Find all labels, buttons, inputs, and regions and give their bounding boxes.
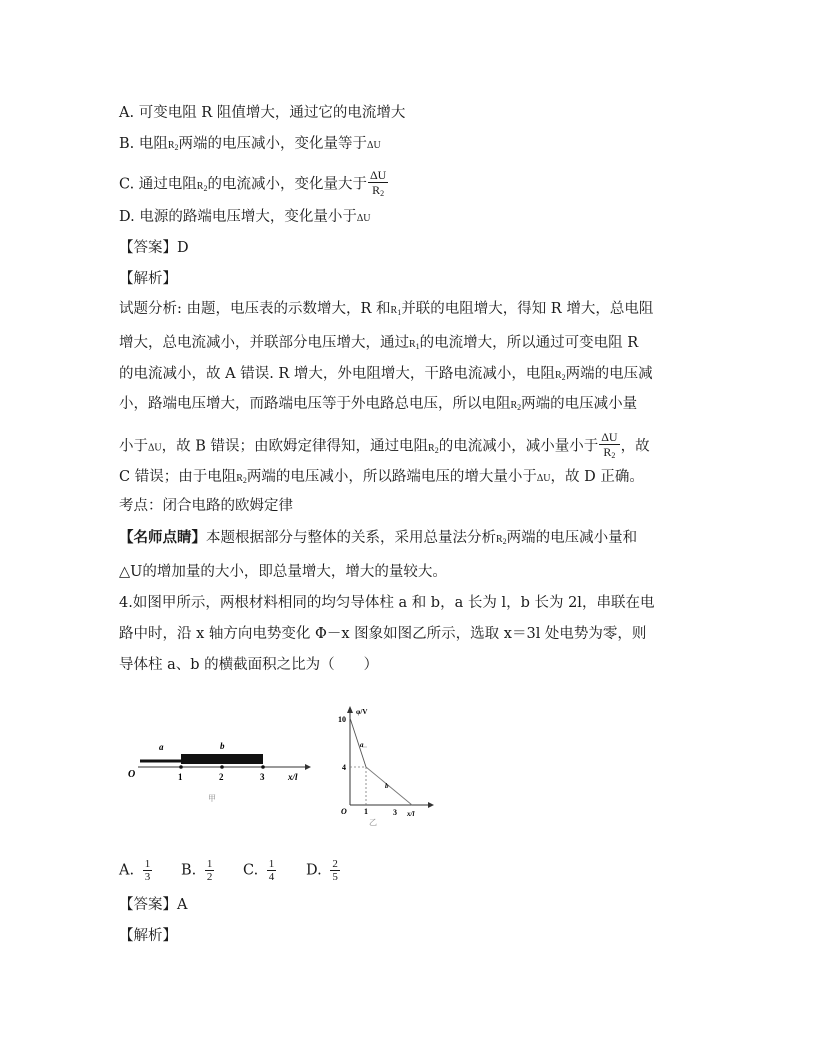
y-tick-label: 4 xyxy=(342,763,346,772)
r2-symbol: $R_2$ xyxy=(196,180,208,193)
analysis-heading: 【解析】 xyxy=(119,271,177,287)
x-tick-label: 1 xyxy=(364,807,368,816)
tick-label: 1 xyxy=(178,772,183,782)
arrow-icon xyxy=(347,706,353,713)
label-a: a xyxy=(159,742,164,752)
question-4-line-3: 导体柱 a、b 的横截面积之比为（ ） xyxy=(119,657,379,673)
answer-2 xyxy=(119,895,187,915)
r2-symbol: $R_2$ xyxy=(496,534,507,546)
option-c-text: 的电流减小，变化量大于 xyxy=(207,176,367,193)
figure-yi xyxy=(333,703,443,828)
origin-label: O xyxy=(341,807,347,816)
mingshi-line-2: △U的增加量的大小，即总量增大，增大的量较大。 xyxy=(119,564,447,580)
caption-yi: 乙 xyxy=(369,818,377,827)
tick-dot xyxy=(220,765,224,769)
du-over-r2-fraction: $\frac{\Delta U}{R_2}$ xyxy=(369,168,387,198)
option-d-text: D. 电源的路端电压增大，变化量小于 xyxy=(119,209,357,225)
choice-c: C. $\frac{1}{4}$ xyxy=(243,858,275,883)
option-b-prefix: B. 电阻 xyxy=(119,136,168,152)
label-a: a xyxy=(360,741,364,749)
r2-symbol: $R_2$ xyxy=(236,473,247,485)
segment-a xyxy=(350,718,366,767)
option-c-prefix: C. 通过电阻 xyxy=(119,176,197,193)
question-4-line-1: 4.如图甲所示，两根材料相同的均匀导体柱 a 和 b，a 长为 l，b 长为 2l，串联在电 xyxy=(119,595,655,611)
delta-u-symbol: ΔU xyxy=(536,473,551,484)
analysis-line-4: 小，路端电压增大，而路端电压等于外电路总电压，所以电阻$R_2$两端的电压减小量 xyxy=(119,396,638,412)
choice-a: A. $\frac{1}{3}$ xyxy=(119,858,151,883)
x-tick-label: 3 xyxy=(393,808,397,817)
arrow-icon xyxy=(305,764,311,770)
tick-dot xyxy=(261,765,265,769)
analysis-line-6: C 错误；由于电阻$R_2$两端的电压减小，所以路端电压的增大量小于ΔU，故 D 正确。 xyxy=(119,469,644,485)
figure-jia xyxy=(125,735,315,825)
mingshi-label: 【名师点睛】 xyxy=(119,529,206,546)
question-4-line-2: 路中时，沿 x 轴方向电势变化 Φ－x 图象如图乙所示，选取 x＝3l 处电势为零，则 xyxy=(119,626,647,642)
answer-value: D xyxy=(177,240,189,256)
tick-label: 3 xyxy=(260,772,265,782)
conductor-b xyxy=(181,754,263,764)
delta-u-triangle-symbol: △U xyxy=(119,564,143,580)
axis-label: x/l xyxy=(288,772,298,782)
delta-u-symbol: ΔU xyxy=(148,442,162,454)
du-over-r2-fraction: $\frac{\Delta U}{R_2}$ xyxy=(601,430,618,460)
r2-symbol: $R_2$ xyxy=(510,400,522,412)
analysis-2-heading: 【解析】 xyxy=(119,928,177,944)
option-a: A. 可变电阻 R 阻值增大，通过它的电流增大 xyxy=(119,105,406,121)
r1-symbol: $R_1$ xyxy=(390,305,402,317)
option-c xyxy=(119,168,389,201)
y-axis-label: φ/V xyxy=(356,708,368,716)
delta-u-symbol: ΔU xyxy=(367,140,381,151)
label-b: b xyxy=(220,741,225,751)
mingshi-line-1: 【名师点睛】本题根据部分与整体的关系，采用总量法分析$R_2$两端的电压减小量和 xyxy=(119,529,638,546)
r2-symbol: $R_2$ xyxy=(554,370,566,382)
analysis-line-3: 的电流减小，故 A 错误. R 增大，外电阻增大，干路电流减小，电阻$R_2$两端的电压减 xyxy=(119,366,653,382)
arrow-icon xyxy=(428,802,434,808)
r1-symbol: $R_1$ xyxy=(409,339,420,351)
analysis-line-2: 增大，总电流减小，并联部分电压增大，通过$R_1$的电流增大，所以通过可变电阻 R xyxy=(119,335,639,351)
tick-dot xyxy=(179,765,183,769)
x-axis-label: x/l xyxy=(407,810,415,818)
answer-label: 【答案】 xyxy=(119,897,177,913)
label-b: b xyxy=(385,782,389,790)
option-b-text: 两端的电压减小，变化量等于 xyxy=(178,136,368,152)
answer-1 xyxy=(119,238,189,258)
tick-label: 2 xyxy=(219,772,224,782)
option-b xyxy=(119,134,381,158)
segment-b xyxy=(366,767,412,805)
answer-value: A xyxy=(177,897,188,913)
y-tick-label: 10 xyxy=(338,715,346,724)
kaodian-line: 考点：闭合电路的欧姆定律 xyxy=(119,498,293,514)
delta-u-symbol: ΔU xyxy=(356,213,371,224)
choice-d: D. $\frac{2}{5}$ xyxy=(306,858,338,883)
r2-symbol: $R_2$ xyxy=(167,140,179,152)
caption-jia: 甲 xyxy=(208,794,216,803)
r2-symbol: $R_2$ xyxy=(428,442,439,455)
answer-label: 【答案】 xyxy=(119,240,177,256)
origin-label: O xyxy=(128,769,136,780)
option-d xyxy=(119,207,370,229)
choice-b: B. $\frac{1}{2}$ xyxy=(181,858,213,883)
analysis-line-5: 小于ΔU，故 B 错误；由欧姆定律得知，通过电阻$R_2$的电流减小，减小量小于 $\frac{\Delta U}{R_2}$ ，故 xyxy=(119,430,650,463)
analysis-line-1: 试题分析: 由题，电压表的示数增大，R 和$R_1$并联的电阻增大，得知 R 增大，总电阻 xyxy=(119,301,654,317)
